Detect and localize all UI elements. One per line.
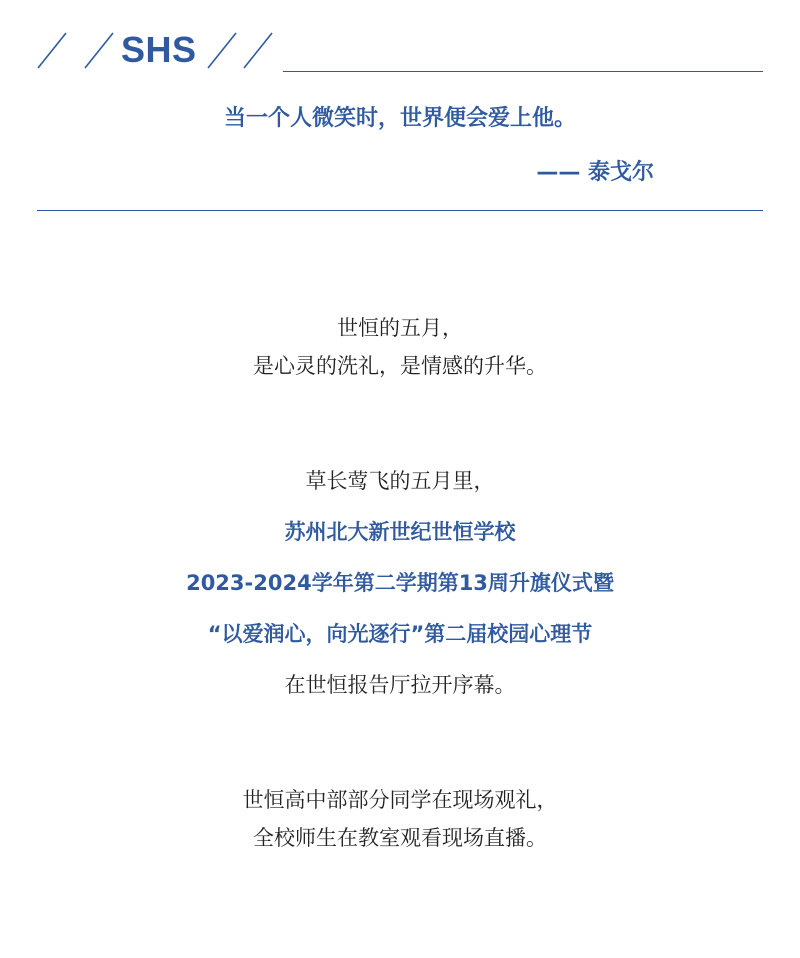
paragraph-may bbox=[0, 309, 800, 385]
brand-logo-text: SHS bbox=[121, 29, 197, 70]
header-divider-top bbox=[283, 71, 763, 72]
highlight-school-name: 苏州北大新世纪世恒学校 bbox=[284, 520, 516, 544]
text-line: 在世恒报告厅拉开序幕。 bbox=[284, 673, 516, 697]
article-body bbox=[0, 309, 800, 857]
quote-author: —— 泰戈尔 bbox=[536, 160, 654, 185]
text-line: 草长莺飞的五月里， bbox=[305, 469, 495, 493]
text-line: 世恒的五月， bbox=[337, 316, 463, 340]
text-line: 全校师生在教室观看现场直播。 bbox=[253, 826, 547, 850]
header bbox=[0, 0, 800, 220]
decorative-slashes-icon bbox=[0, 0, 800, 80]
header-quote: 当一个人微笑时，世界便会爱上他。 bbox=[223, 106, 576, 131]
highlight-ceremony: 2023-2024学年第二学期第13周升旗仪式暨 bbox=[186, 571, 614, 595]
paragraph-event bbox=[0, 462, 800, 704]
text-line: 是心灵的洗礼，是情感的升华。 bbox=[253, 354, 547, 378]
text-line: 世恒高中部部分同学在现场观礼， bbox=[242, 788, 558, 812]
header-divider-bottom bbox=[37, 210, 763, 211]
highlight-festival: “以爱润心，向光逐行”第二届校园心理节 bbox=[207, 622, 593, 646]
paragraph-audience bbox=[0, 781, 800, 857]
